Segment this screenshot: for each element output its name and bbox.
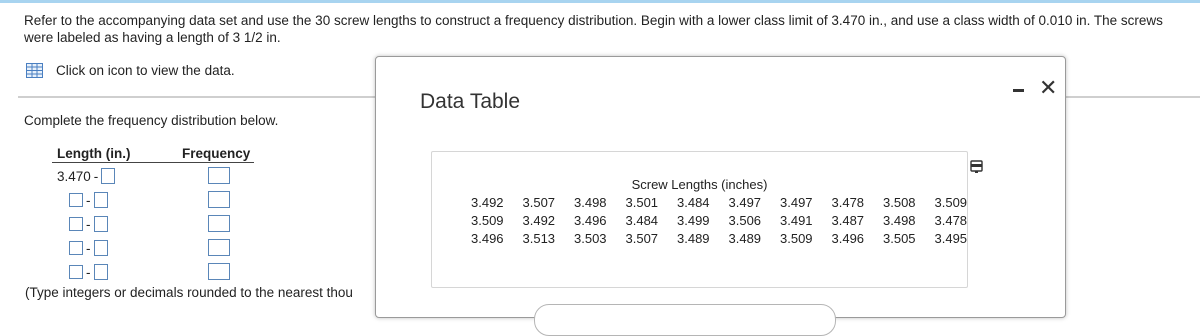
class-row bbox=[69, 262, 108, 282]
table-cell: 3.499 bbox=[677, 213, 710, 228]
view-data-label[interactable]: Click on icon to view the data. bbox=[56, 63, 235, 78]
type-note: (Type integers or decimals rounded to the nearest thou bbox=[25, 285, 353, 300]
lower-limit-input[interactable] bbox=[69, 241, 83, 255]
frequency-input[interactable] bbox=[208, 191, 230, 208]
table-cell: 3.489 bbox=[728, 231, 762, 246]
upper-limit-input[interactable] bbox=[94, 216, 108, 232]
table-cell: 3.506 bbox=[728, 213, 762, 228]
close-icon[interactable]: ✕ bbox=[1039, 75, 1058, 100]
lower-limit-input[interactable] bbox=[69, 193, 83, 207]
table-cell: 3.501 bbox=[625, 195, 659, 210]
grid-icon[interactable] bbox=[26, 63, 43, 78]
table-cell: 3.513 bbox=[522, 231, 556, 246]
frequency-column-header: Frequency bbox=[182, 146, 251, 161]
class-row bbox=[69, 214, 108, 234]
range-dash: - bbox=[86, 216, 91, 232]
table-cell: 3.497 bbox=[728, 195, 762, 210]
minimize-icon[interactable] bbox=[1012, 82, 1026, 96]
upper-limit-input[interactable] bbox=[94, 264, 108, 280]
table-cell: 3.484 bbox=[625, 213, 659, 228]
length-column-header: Length (in.) bbox=[57, 146, 131, 161]
data-table-title: Screw Lengths (inches) bbox=[631, 177, 768, 192]
table-cell: 3.508 bbox=[883, 195, 916, 210]
table-row bbox=[471, 195, 986, 210]
view-data-link[interactable] bbox=[26, 63, 235, 78]
table-cell: 3.495 bbox=[934, 231, 968, 246]
frequency-input[interactable] bbox=[208, 239, 230, 256]
lower-limit-input[interactable] bbox=[69, 217, 83, 231]
table-cell: 3.478 bbox=[934, 213, 968, 228]
frequency-input[interactable] bbox=[208, 215, 230, 232]
table-row bbox=[471, 231, 986, 246]
table-cell: 3.497 bbox=[780, 195, 813, 210]
table-cell: 3.503 bbox=[574, 231, 607, 246]
header-underline bbox=[52, 162, 254, 163]
upper-limit-input[interactable] bbox=[94, 192, 108, 208]
table-cell: 3.509 bbox=[934, 195, 968, 210]
range-dash: - bbox=[86, 240, 91, 256]
table-cell: 3.507 bbox=[522, 195, 556, 210]
lower-limit-input[interactable] bbox=[69, 265, 83, 279]
table-cell: 3.492 bbox=[522, 213, 556, 228]
data-table-modal bbox=[375, 56, 1066, 318]
table-cell: 3.509 bbox=[471, 213, 504, 228]
upper-limit-input[interactable] bbox=[101, 168, 115, 184]
table-row bbox=[471, 213, 986, 228]
copy-icon[interactable] bbox=[970, 160, 984, 174]
table-cell: 3.491 bbox=[780, 213, 813, 228]
table-cell: 3.498 bbox=[574, 195, 607, 210]
table-cell: 3.487 bbox=[831, 213, 865, 228]
class-row bbox=[69, 190, 108, 210]
range-dash: - bbox=[86, 192, 91, 208]
frequency-input[interactable] bbox=[208, 263, 230, 280]
class-row bbox=[57, 166, 115, 186]
table-cell: 3.492 bbox=[471, 195, 504, 210]
table-cell: 3.496 bbox=[574, 213, 607, 228]
table-cell: 3.498 bbox=[883, 213, 916, 228]
table-cell: 3.478 bbox=[831, 195, 865, 210]
frequency-input[interactable] bbox=[208, 167, 230, 184]
range-dash: - bbox=[93, 168, 99, 184]
table-cell: 3.496 bbox=[471, 231, 504, 246]
table-cell: 3.489 bbox=[677, 231, 710, 246]
data-table-panel bbox=[431, 151, 968, 288]
class-lower-limit: 3.470 bbox=[57, 168, 91, 184]
table-cell: 3.496 bbox=[831, 231, 865, 246]
upper-limit-input[interactable] bbox=[94, 240, 108, 256]
top-accent-line bbox=[0, 0, 1200, 3]
complete-prompt: Complete the frequency distribution below. bbox=[24, 113, 279, 128]
print-done-bar[interactable] bbox=[534, 304, 836, 336]
table-cell: 3.507 bbox=[625, 231, 659, 246]
range-dash: - bbox=[86, 264, 91, 280]
table-cell: 3.484 bbox=[677, 195, 710, 210]
class-row bbox=[69, 238, 108, 258]
table-cell: 3.509 bbox=[780, 231, 813, 246]
modal-title: Data Table bbox=[420, 90, 521, 113]
question-instructions: Refer to the accompanying data set and use the 30 screw lengths to construct a frequency distribution. Begin with a lower class limit of 3.470 in., and use a class width of 0.010 in. The screws were labeled as having a length of 3 1/2 in. bbox=[24, 13, 1163, 45]
table-cell: 3.505 bbox=[883, 231, 916, 246]
